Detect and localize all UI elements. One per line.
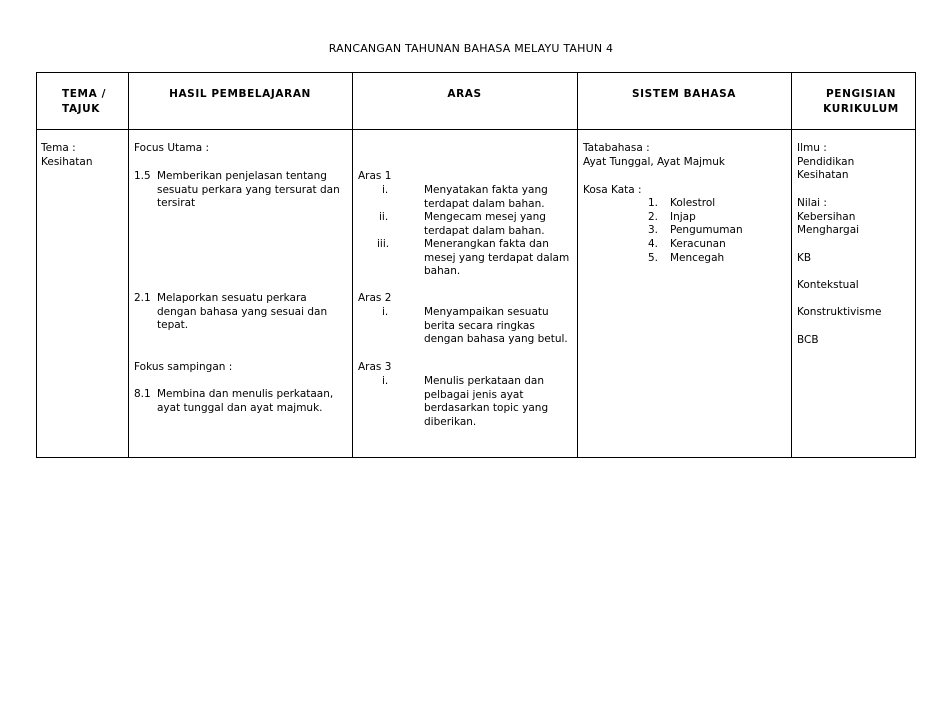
- item-number: 8.1: [134, 388, 151, 400]
- column-divider: [36, 72, 37, 458]
- roman-numeral: iii.: [377, 238, 390, 250]
- kontekstual-label: Kontekstual: [797, 279, 859, 291]
- vocab-word: Injap: [670, 211, 696, 223]
- item-number: 1.5: [134, 170, 151, 182]
- vocab-word: Mencegah: [670, 252, 725, 264]
- column-divider: [352, 72, 353, 458]
- header-pengisian-kurikulum: PENGISIAN KURIKULUM: [823, 88, 899, 115]
- tema-cell: Tema : Kesihatan: [41, 142, 93, 168]
- bcb-label: BCB: [797, 334, 819, 346]
- table-border-top: [36, 72, 916, 73]
- vocab-word: Keracunan: [670, 238, 726, 250]
- tatabahasa-block: Tatabahasa : Ayat Tunggal, Ayat Majmuk: [583, 142, 726, 168]
- document-title: RANCANGAN TAHUNAN BAHASA MELAYU TAHUN 4: [328, 42, 614, 55]
- fokus-utama-label: Focus Utama :: [134, 142, 210, 154]
- column-divider: [128, 72, 129, 458]
- column-divider: [791, 72, 792, 458]
- aras-1-item: Menyatakan fakta yang terdapat dalam bahan.: [424, 184, 548, 210]
- vocab-word: Kolestrol: [670, 197, 716, 209]
- aras-1-item: Mengecam mesej yang terdapat dalam bahan.: [424, 211, 546, 237]
- word-number: 3.: [648, 224, 659, 236]
- word-number: 1.: [648, 197, 659, 209]
- header-tema: TEMA / TAJUK: [62, 88, 107, 115]
- rancangan-table: [36, 72, 916, 458]
- learning-outcome-1-5: Memberikan penjelasan tentang sesuatu perkara yang tersurat dan tersirat: [157, 170, 340, 210]
- roman-numeral: ii.: [379, 211, 389, 223]
- aras-1-label: Aras 1: [358, 170, 392, 182]
- column-divider: [577, 72, 578, 458]
- header-hasil-pembelajaran: HASIL PEMBELAJARAN: [169, 88, 311, 100]
- aras-3-item: Menulis perkataan dan pelbagai jenis ayat berdasarkan topic yang diberikan.: [424, 375, 549, 428]
- item-number: 2.1: [134, 292, 151, 304]
- aras-3-label: Aras 3: [358, 361, 392, 373]
- column-divider: [915, 72, 916, 458]
- aras-1-item: Menerangkan fakta dan mesej yang terdapat dalam bahan.: [424, 238, 570, 278]
- aras-2-item: Menyampaikan sesuatu berita secara ringkas dengan bahasa yang betul.: [424, 306, 568, 346]
- word-number: 4.: [648, 238, 659, 250]
- roman-numeral: i.: [382, 184, 389, 196]
- word-number: 2.: [648, 211, 659, 223]
- learning-outcome-8-1: Membina dan menulis perkataan, ayat tunggal dan ayat majmuk.: [157, 388, 334, 414]
- konstruktivisme-label: Konstruktivisme: [797, 306, 882, 318]
- learning-outcome-2-1: Melaporkan sesuatu perkara dengan bahasa yang sesuai dan tepat.: [157, 292, 328, 332]
- aras-2-label: Aras 2: [358, 292, 392, 304]
- fokus-sampingan-label: Fokus sampingan :: [134, 361, 233, 373]
- roman-numeral: i.: [382, 375, 389, 387]
- table-border-bottom: [36, 457, 916, 458]
- kosa-kata-label: Kosa Kata :: [583, 184, 642, 196]
- nilai-block: Nilai : Kebersihan Menghargai: [797, 197, 860, 237]
- header-sistem-bahasa: SISTEM BAHASA: [631, 88, 736, 100]
- ilmu-block: Ilmu : Pendidikan Kesihatan: [797, 142, 855, 182]
- header-aras: ARAS: [447, 88, 482, 100]
- header-divider: [36, 129, 916, 130]
- kb-label: KB: [797, 252, 812, 264]
- word-number: 5.: [648, 252, 659, 264]
- vocab-word: Pengumuman: [670, 224, 743, 236]
- roman-numeral: i.: [382, 306, 389, 318]
